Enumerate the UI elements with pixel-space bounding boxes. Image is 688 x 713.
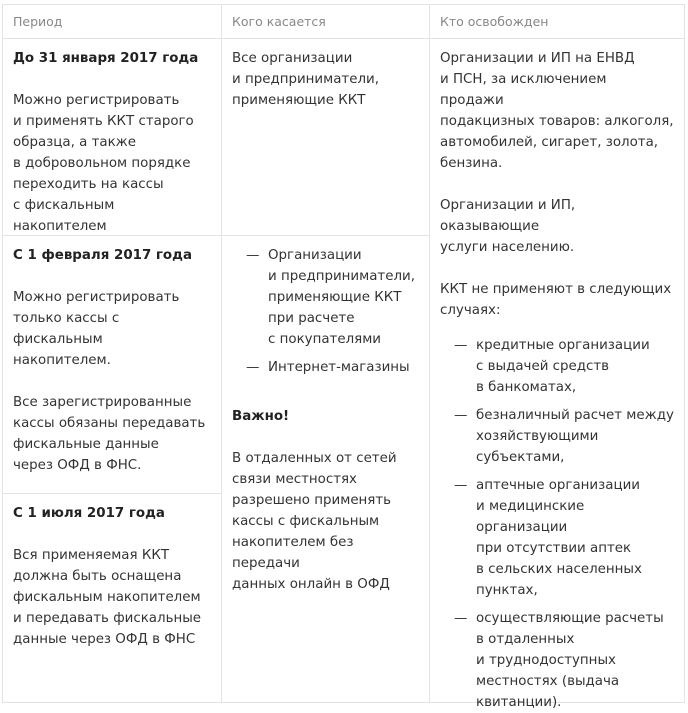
period-cell-1 [2, 38, 222, 236]
list-item-text: безналичный расчет между хозяйствующими субъектами, [476, 408, 674, 465]
dash-bullet: — [454, 408, 468, 423]
header-exempt: Кто освобожден [429, 4, 685, 39]
exempt-text: ККТ не применяют в следующих случаях: [440, 282, 672, 318]
who-list [232, 245, 419, 378]
who-cell-1 [221, 38, 430, 236]
list-item [232, 245, 419, 350]
header-period: Период [2, 4, 222, 39]
dash-bullet: — [246, 248, 260, 263]
period-text: Вся применяемая ККТ должна быть оснащена фискальным накопителем и передавать фискальные данные через ОФД в ФНС [13, 548, 202, 647]
dash-bullet: — [454, 478, 468, 493]
list-item-text: кредитные организации с выдачей средств в банкоматах, [476, 338, 650, 395]
exempt-text: Организации и ИП, оказывающие услуги населению. [440, 198, 576, 255]
period-title: До 31 января 2017 года [13, 51, 199, 66]
list-item [440, 608, 674, 713]
period-text: Можно регистрировать и применять ККТ старого образца, а также в добровольном порядке переходить на кассы с фискальным накопителем [13, 93, 194, 234]
list-item [440, 335, 674, 398]
dash-bullet: — [246, 360, 260, 375]
list-item [232, 357, 419, 378]
list-item-text: осуществляющие расчеты в отдаленных и труднодоступных местностях (выдача квитанции). [476, 611, 664, 710]
list-item [440, 475, 674, 601]
header-who: Кого касается [221, 4, 430, 39]
period-title: С 1 февраля 2017 года [13, 248, 192, 263]
who-cell-2 [221, 235, 430, 703]
period-cell-2 [2, 235, 222, 494]
exempt-list [440, 335, 674, 713]
important-text: В отдаленных от сетей связи местностях разрешено применять кассы с фискальным накопителем без передачи данных онлайн в ОФД [232, 451, 397, 592]
exempt-cell [429, 38, 685, 710]
list-item-text: аптечные организации и медицинские организации при отсутствии аптек в сельских населенных пунктах, [476, 478, 642, 598]
list-item-text: Интернет-магазины [268, 360, 410, 375]
period-text: Можно регистрировать только кассы с фискальным накопителем. [13, 290, 180, 368]
period-text: Все зарегистрированные кассы обязаны передавать фискальные данные через ОФД в ФНС. [13, 395, 206, 473]
important-label: Важно! [232, 409, 290, 424]
dash-bullet: — [454, 338, 468, 353]
list-item [440, 405, 674, 468]
who-text: Все организации и предприниматели, применяющие ККТ [232, 51, 379, 108]
period-cell-3 [2, 493, 222, 703]
period-title: С 1 июля 2017 года [13, 506, 165, 521]
dash-bullet: — [454, 611, 468, 626]
list-item-text: Организации и предприниматели, применяющие ККТ при расчете с покупателями [268, 248, 415, 347]
exempt-text: Организации и ИП на ЕНВД и ПСН, за исключением продажи подакцизных товаров: алкоголя, автомобилей, сигарет, золота, бензина. [440, 51, 674, 171]
